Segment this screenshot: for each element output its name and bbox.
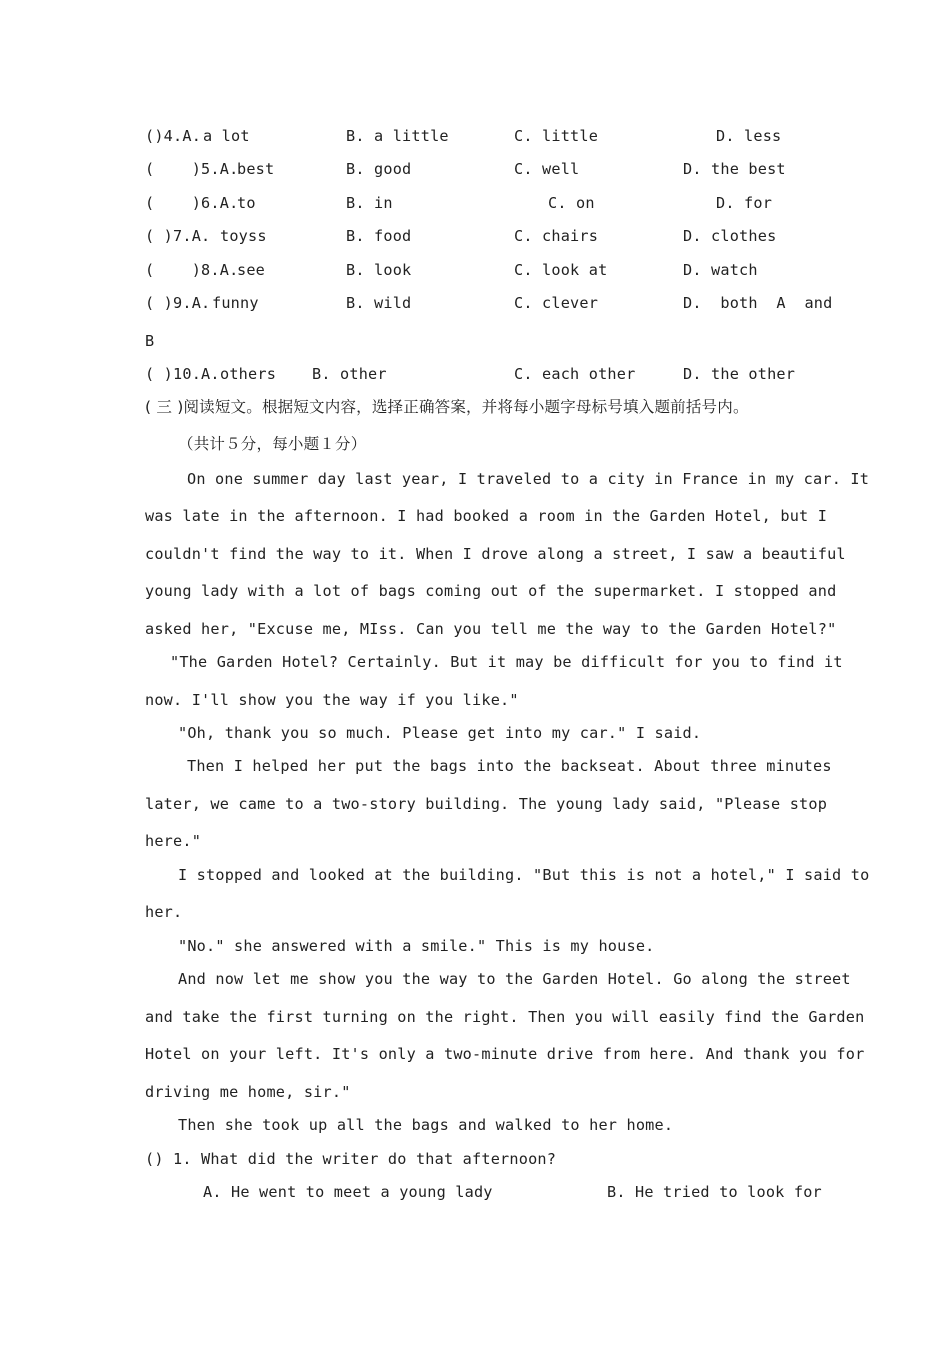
option-a: toyss bbox=[220, 227, 267, 245]
passage-line: Hotel on your left. It's only a two-minute drive from here. And thank you for bbox=[145, 1045, 865, 1063]
section-score: （共计５分，每小题１分） bbox=[178, 435, 367, 453]
option-d: D. watch bbox=[683, 261, 758, 279]
option-d: D. clothes bbox=[683, 227, 777, 245]
section-title: ( 三 )阅读短文。根据短文内容，选择正确答案，并将每小题字母标号填入题前括号内。 bbox=[145, 398, 749, 416]
question-number: ( )6.A. bbox=[145, 194, 239, 212]
passage-line: "No." she answered with a smile." This is my house. bbox=[178, 937, 655, 955]
question-number: ( )7.A. bbox=[145, 227, 211, 245]
question-number: ( )5.A. bbox=[145, 160, 239, 178]
question-stem: () 1. What did the writer do that afternoon? bbox=[145, 1150, 557, 1168]
passage-line: "The Garden Hotel? Certainly. But it may be difficult for you to find it bbox=[170, 653, 843, 671]
passage-line: On one summer day last year, I traveled to a city in France in my car. It bbox=[187, 470, 870, 488]
passage-line: her. bbox=[145, 903, 183, 921]
option-b: B. food bbox=[346, 227, 412, 245]
option-b: B. good bbox=[346, 160, 412, 178]
option-a: A. He went to meet a young lady bbox=[203, 1183, 493, 1201]
option-d: D. less bbox=[716, 127, 782, 145]
option-c: C. well bbox=[514, 160, 580, 178]
option-a: others bbox=[220, 365, 277, 383]
question-number: ()4.A. bbox=[145, 127, 202, 145]
passage-line: now. I'll show you the way if you like." bbox=[145, 691, 519, 709]
option-b: B. a little bbox=[346, 127, 449, 145]
option-a: best bbox=[237, 160, 275, 178]
passage-line: here." bbox=[145, 832, 202, 850]
option-c: C. each other bbox=[514, 365, 636, 383]
passage-line: I stopped and looked at the building. "But this is not a hotel," I said to bbox=[178, 866, 870, 884]
passage-line: was late in the afternoon. I had booked a room in the Garden Hotel, but I bbox=[145, 507, 828, 525]
option-c: C. on bbox=[548, 194, 595, 212]
option-a: a lot bbox=[203, 127, 250, 145]
question-number: ( )10.A. bbox=[145, 365, 220, 383]
option-c: C. little bbox=[514, 127, 599, 145]
option-c: C. chairs bbox=[514, 227, 599, 245]
passage-line: later, we came to a two-story building. The young lady said, "Please stop bbox=[145, 795, 828, 813]
passage-line: Then she took up all the bags and walked to her home. bbox=[178, 1116, 674, 1134]
passage-line: Then I helped her put the bags into the backseat. About three minutes bbox=[187, 757, 832, 775]
question-number: ( )8.A. bbox=[145, 261, 239, 279]
passage-line: couldn't find the way to it. When I drove along a street, I saw a beautiful bbox=[145, 545, 846, 563]
option-b: B. other bbox=[312, 365, 387, 383]
option-d: D. both A and bbox=[683, 294, 833, 312]
option-d: D. the best bbox=[683, 160, 786, 178]
passage-line: asked her, "Excuse me, MIss. Can you tell me the way to the Garden Hotel?" bbox=[145, 620, 837, 638]
passage-line: young lady with a lot of bags coming out of the supermarket. I stopped and bbox=[145, 582, 837, 600]
option-a: see bbox=[237, 261, 266, 279]
mc-row-9-wrap: B bbox=[145, 332, 155, 350]
option-b: B. He tried to look for bbox=[607, 1183, 822, 1201]
option-b: B. wild bbox=[346, 294, 412, 312]
option-c: C. look at bbox=[514, 261, 608, 279]
passage-line: And now let me show you the way to the Garden Hotel. Go along the street bbox=[178, 970, 851, 988]
option-d: D. for bbox=[716, 194, 773, 212]
option-c: C. clever bbox=[514, 294, 599, 312]
option-b: B. in bbox=[346, 194, 393, 212]
option-a: to bbox=[237, 194, 256, 212]
question-number: ( )9.A. bbox=[145, 294, 211, 312]
passage-line: driving me home, sir." bbox=[145, 1083, 351, 1101]
passage-line: "Oh, thank you so much. Please get into my car." I said. bbox=[178, 724, 702, 742]
option-b: B. look bbox=[346, 261, 412, 279]
passage-line: and take the first turning on the right. Then you will easily find the Garden bbox=[145, 1008, 865, 1026]
option-a: funny bbox=[212, 294, 259, 312]
option-d: D. the other bbox=[683, 365, 796, 383]
